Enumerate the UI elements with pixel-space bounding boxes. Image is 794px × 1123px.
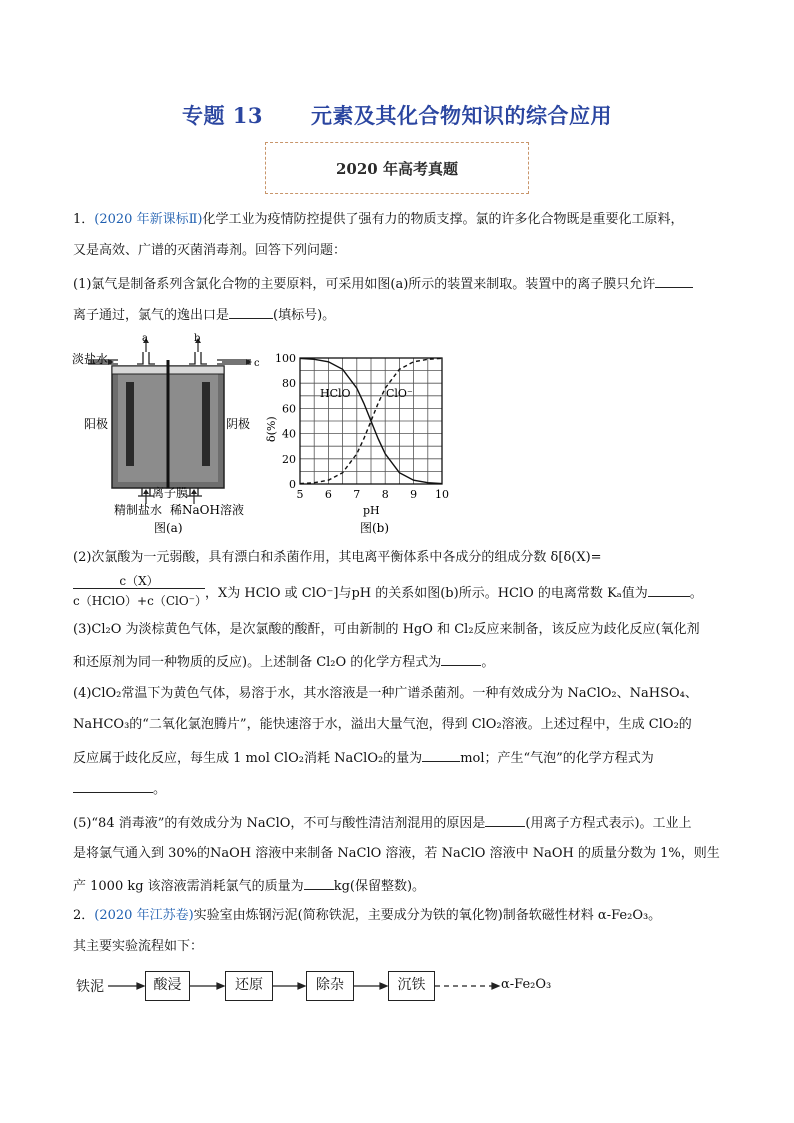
anode-electrode xyxy=(126,382,134,466)
q1-part5-text1a: (5)“84 消毒液”的有效成分为 NaClO，不可与酸性清洁剂混用的原因是 xyxy=(73,816,486,831)
q1-source: (2020 年新课标Ⅱ) xyxy=(94,212,203,227)
q1-part4-line4 xyxy=(73,778,166,800)
y-axis-label: δ(%) xyxy=(265,416,278,442)
flow-step-reduction: 还原 xyxy=(225,971,273,1001)
q2-stem-text1: 实验室由炼钢污泥(简称铁泥，主要成分为铁的氧化物)制备软磁性材料 α-Fe₂O₃。 xyxy=(193,908,662,923)
fraction-formula xyxy=(73,572,208,609)
y-tick-label: 20 xyxy=(282,452,296,466)
arrow-up-icon xyxy=(143,489,149,494)
outlet-c-label: c xyxy=(254,358,260,369)
q1-part1-text2b: (填标号)。 xyxy=(273,308,336,323)
q1-part2-end: 。 xyxy=(689,586,703,601)
x-tick-label: 9 xyxy=(410,488,418,501)
answer-blank xyxy=(485,812,525,827)
q1-part5-text3b: kg(保留整数)。 xyxy=(333,879,426,894)
q1-part2-line1: (2)次氯酸为一元弱酸，具有漂白和杀菌作用，其电离平衡体系中各成分的组成分数 δ[δ(X)= xyxy=(73,550,602,565)
answer-blank xyxy=(304,875,334,890)
flow-end-label: α-Fe₂O₃ xyxy=(501,977,552,992)
x-tick-label: 5 xyxy=(296,488,304,501)
answer-blank xyxy=(73,778,153,793)
dilute-brine-label: 淡盐水 xyxy=(72,352,109,366)
q2-stem-line1 xyxy=(73,906,661,926)
x-axis-label: pH xyxy=(363,504,380,517)
q1-stem-line2: 又是高效、广谱的灭菌消毒剂。回答下列问题： xyxy=(73,243,347,258)
section-title: 2020 年高考真题 xyxy=(336,160,458,178)
q1-part4-end: 。 xyxy=(153,782,167,797)
title-topic-name: 元素及其化合物知识的综合应用 xyxy=(311,103,613,128)
q1-part5-line3 xyxy=(73,875,425,897)
anode-label: 阳极 xyxy=(84,417,109,431)
q1-part5-text3a: 产 1000 kg 该溶液需消耗氯气的质量为 xyxy=(73,879,304,894)
flow-step-impurity-removal: 除杂 xyxy=(306,971,354,1001)
hclo-curve-label: HClO xyxy=(320,387,351,400)
arrow-right-icon xyxy=(380,983,387,989)
flow-start-label: 铁泥 xyxy=(76,979,104,995)
x-tick-label: 7 xyxy=(353,488,361,501)
answer-blank xyxy=(229,304,273,319)
q1-stem-line1 xyxy=(73,210,684,230)
y-tick-label: 60 xyxy=(282,402,296,416)
process-flowchart xyxy=(0,965,794,1010)
page-title xyxy=(0,100,794,130)
ph-distribution-chart xyxy=(262,350,462,540)
cathode-electrode xyxy=(202,382,210,466)
naoh-solution-label: 稀NaOH溶液 xyxy=(170,503,244,517)
q1-part1-text2a: 离子通过，氯气的逸出口是 xyxy=(73,308,230,323)
q1-part1-line2 xyxy=(73,304,335,326)
q1-part3-line2 xyxy=(73,651,494,673)
flow-arrows xyxy=(0,965,794,1010)
q1-part4-line1: (4)ClO₂常温下为黄色气体，易溶于水，其水溶液是一种广谱杀菌剂。一种有效成分为 NaClO₂、NaHSO₄、 xyxy=(73,686,698,701)
q1-part4-line3 xyxy=(73,747,654,769)
fraction-denominator: c（HClO）+c（ClO⁻） xyxy=(73,594,208,608)
q1-part4-text3b: mol；产生“气泡”的化学方程式为 xyxy=(460,751,654,766)
q1-part5-text1b: (用离子方程式表示)。工业上 xyxy=(525,816,692,831)
q1-part3-line1: (3)Cl₂O 为淡棕黄色气体，是次氯酸的酸酐，可由新制的 HgO 和 Cl₂反应来制备，该反应为歧化反应(氧化剂 xyxy=(73,622,700,637)
flow-step-iron-precipitation: 沉铁 xyxy=(388,971,435,1001)
outlet-b-label: b xyxy=(194,333,201,344)
q1-number: 1． xyxy=(73,212,95,227)
y-tick-label: 0 xyxy=(289,478,296,491)
arrow-right-icon xyxy=(298,983,305,989)
q2-number: 2． xyxy=(73,908,95,923)
q1-part4-text3a: 反应属于歧化反应，每生成 1 mol ClO₂消耗 NaClO₂的量为 xyxy=(73,751,423,766)
q1-part3-end: 。 xyxy=(481,655,495,670)
q1-stem-text1: 化学工业为疫情防控提供了强有力的物质支撑。氯的许多化合物既是重要化工原料， xyxy=(202,212,684,227)
q1-part5-line2: 是将氯气通入到 30%的NaOH 溶液中来制备 NaClO 溶液，若 NaClO 溶液中 NaOH 的质量分数为 1%，则生 xyxy=(73,846,720,861)
clo-curve-label: ClO⁻ xyxy=(386,387,413,400)
answer-blank xyxy=(441,651,481,666)
x-tick-label: 6 xyxy=(324,488,332,501)
figure-b-caption: 图(b) xyxy=(360,521,390,535)
q1-part5-line1 xyxy=(73,812,692,834)
q1-part1-line1 xyxy=(73,273,693,295)
y-tick-label: 40 xyxy=(282,427,296,441)
q2-source: (2020 年江苏卷) xyxy=(94,908,194,923)
q2-stem-line2: 其主要实验流程如下： xyxy=(73,939,204,954)
q1-part2-text2: ，X为 HClO 或 ClO⁻]与pH 的关系如图(b)所示。HClO 的电离常数 Kₐ值为 xyxy=(205,586,648,601)
electrolysis-cell-figure xyxy=(72,330,272,545)
x-tick-label: 10 xyxy=(435,488,449,501)
answer-blank xyxy=(655,273,693,288)
outlet-a-label: a xyxy=(142,333,148,344)
flow-step-acid-leach: 酸浸 xyxy=(145,971,190,1001)
q1-part2-line2 xyxy=(205,582,703,604)
q1-part3-text2: 和还原剂为同一种物质的反应)。上述制备 Cl₂O 的化学方程式为 xyxy=(73,655,442,670)
y-tick-label: 80 xyxy=(282,377,296,391)
y-tick-label: 100 xyxy=(275,352,296,365)
answer-blank xyxy=(648,582,690,597)
refined-brine-label: 精制盐水 xyxy=(114,503,163,517)
x-tick-label: 8 xyxy=(381,488,389,501)
fraction-numerator: c（X） xyxy=(119,574,159,588)
membrane-label: 离子膜 xyxy=(152,486,189,500)
arrow-right-icon xyxy=(137,983,144,989)
arrow-up-icon xyxy=(191,489,197,494)
figure-a-caption: 图(a) xyxy=(154,521,183,535)
q1-part1-text1: (1)氯气是制备系列含氯化合物的主要原料，可采用如图(a)所示的装置来制取。装置中的离子膜只允许 xyxy=(73,277,656,292)
answer-blank xyxy=(422,747,460,762)
cathode-label: 阴极 xyxy=(226,417,251,431)
arrow-right-icon xyxy=(217,983,224,989)
q1-part4-line2: NaHCO₃的“二氧化氯泡腾片”，能快速溶于水，溢出大量气泡，得到 ClO₂溶液。上述过程中，生成 ClO₂的 xyxy=(73,717,692,732)
arrow-right-icon xyxy=(492,983,499,989)
title-topic-number: 专题 13 xyxy=(181,103,264,128)
